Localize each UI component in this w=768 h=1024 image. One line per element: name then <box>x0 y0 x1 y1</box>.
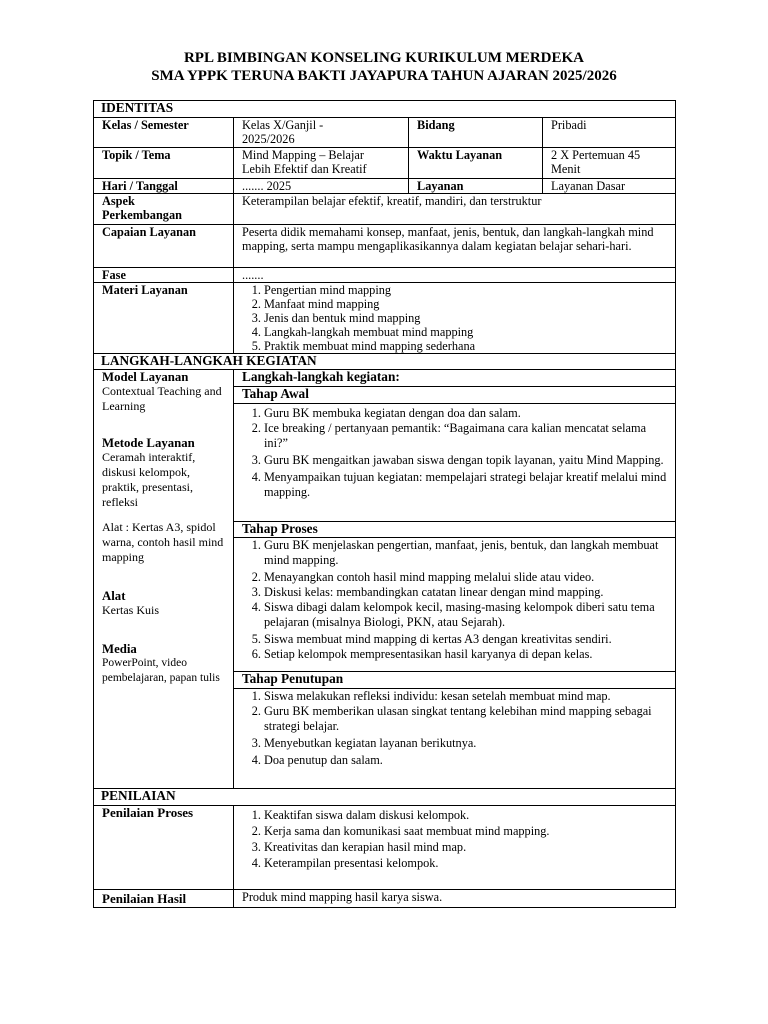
list-item: 3. Jenis dan bentuk mind mapping <box>264 311 667 325</box>
list-item: 3. Guru BK mengaitkan jawaban siswa dengan topik layanan, yaitu Mind Mapping. <box>264 453 667 468</box>
awal-cell <box>234 404 676 522</box>
kelas-value-line-2: 2025/2026 <box>242 132 295 146</box>
waktu-value-line-2: Menit <box>551 162 581 176</box>
penilaian-hasil-value: Produk mind mapping hasil karya siswa. <box>234 890 676 908</box>
model-metode-cell <box>94 370 234 789</box>
list-item: 5. Siswa membuat mind mapping di kertas A3 dengan kreativitas sendiri. <box>264 632 667 647</box>
materi-list <box>242 283 667 353</box>
topik-label: Topik / Tema <box>94 148 234 179</box>
penilaian-heading: PENILAIAN <box>94 789 676 806</box>
aspek-label-line-1: Aspek <box>102 194 135 208</box>
model-value: Contextual Teaching and Learning <box>102 384 222 413</box>
model-label: Model Layanan <box>102 370 189 384</box>
langkah-heading: LANGKAH-LANGKAH KEGIATAN <box>94 354 676 370</box>
kelas-label: Kelas / Semester <box>94 118 234 148</box>
penilaian-proses-label: Penilaian Proses <box>94 806 234 890</box>
penilaian-section-row <box>94 789 676 806</box>
kelas-value-line-1: Kelas X/Ganjil - <box>242 118 324 132</box>
waktu-value-line-1: 2 X Pertemuan 45 <box>551 148 641 162</box>
awal-list <box>242 406 667 500</box>
list-item: 4. Siswa dibagi dalam kelompok kecil, masing-masing kelompok diberi satu tema pelajaran (misalnya Biologi, PKN, atau Sejarah). <box>264 600 667 630</box>
list-item: 3. Menyebutkan kegiatan layanan berikutnya. <box>264 736 667 751</box>
identitas-section-row <box>94 101 676 118</box>
list-item: 2. Guru BK memberikan ulasan singkat tentang kelebihan mind mapping sebagai strategi belajar. <box>264 704 667 734</box>
materi-value <box>234 283 676 354</box>
kelas-value <box>234 118 409 148</box>
alat-value: Kertas Kuis <box>102 603 159 617</box>
media-label: Media <box>102 642 137 656</box>
identitas-heading: IDENTITAS <box>94 101 676 118</box>
hari-label: Hari / Tanggal <box>94 179 234 194</box>
list-item: 4. Keterampilan presentasi kelompok. <box>264 855 667 871</box>
alat-label: Alat <box>102 589 126 603</box>
penutupan-list <box>242 689 667 768</box>
penutupan-heading: Tahap Penutupan <box>234 672 676 689</box>
list-item: 2. Menayangkan contoh hasil mind mapping melalui slide atau video. <box>264 570 667 585</box>
list-item: 4. Langkah-langkah membuat mind mapping <box>264 325 667 339</box>
fase-value: ....... <box>234 268 676 283</box>
waktu-label: Waktu Layanan <box>409 148 543 179</box>
steps-heading: Langkah-langkah kegiatan: <box>234 370 676 387</box>
list-item: 2. Kerja sama dan komunikasi saat membuat mind mapping. <box>264 823 667 839</box>
list-item: 1. Pengertian mind mapping <box>264 283 667 297</box>
list-item: 4. Doa penutup dan salam. <box>264 753 667 768</box>
capaian-row <box>94 225 676 268</box>
aspek-value: Keterampilan belajar efektif, kreatif, mandiri, dan terstruktur <box>234 194 676 225</box>
aspek-row <box>94 194 676 225</box>
hari-row <box>94 179 676 194</box>
materi-row <box>94 283 676 354</box>
penilaian-proses-row <box>94 806 676 890</box>
penilaian-hasil-row <box>94 890 676 908</box>
topik-value <box>234 148 409 179</box>
document-title-line-1: RPL BIMBINGAN KONSELING KURIKULUM MERDEKA <box>183 50 585 66</box>
rpl-table <box>93 100 676 908</box>
topik-value-line-1: Mind Mapping – Belajar <box>242 148 364 162</box>
proses-heading: Tahap Proses <box>234 522 676 538</box>
penutupan-cell <box>234 689 676 789</box>
list-item: 3. Diskusi kelas: membandingkan catatan linear dengan mind mapping. <box>264 585 667 600</box>
list-item: 3. Kreativitas dan kerapian hasil mind map. <box>264 839 667 855</box>
penilaian-proses-list <box>242 807 667 871</box>
list-item: 1. Siswa melakukan refleksi individu: kesan setelah membuat mind map. <box>264 689 667 704</box>
list-item: 6. Setiap kelompok mempresentasikan hasil karyanya di depan kelas. <box>264 647 667 662</box>
metode-label: Metode Layanan <box>102 436 195 450</box>
list-item: 2. Manfaat mind mapping <box>264 297 667 311</box>
fase-row <box>94 268 676 283</box>
penilaian-proses-cell <box>234 806 676 890</box>
steps-heading-row <box>94 370 676 387</box>
penilaian-hasil-label: Penilaian Hasil <box>94 890 234 908</box>
list-item: 1. Keaktifan siswa dalam diskusi kelompok. <box>264 807 667 823</box>
bidang-label: Bidang <box>409 118 543 148</box>
fase-label: Fase <box>94 268 234 283</box>
aspek-label <box>94 194 234 225</box>
list-item: 1. Guru BK menjelaskan pengertian, manfaat, jenis, bentuk, dan langkah membuat mind mapping. <box>264 538 667 568</box>
metode-value: Ceramah interaktif, diskusi kelompok, praktik, presentasi, refleksi <box>102 450 196 509</box>
awal-heading: Tahap Awal <box>234 387 676 404</box>
layanan-label: Layanan <box>409 179 543 194</box>
list-item: 4. Menyampaikan tujuan kegiatan: mempelajari strategi belajar kreatif melalui mind mapping. <box>264 470 667 500</box>
proses-list <box>242 538 667 662</box>
proses-cell <box>234 538 676 672</box>
hari-value: ....... 2025 <box>234 179 409 194</box>
topik-value-line-2: Lebih Efektif dan Kreatif <box>242 162 367 176</box>
waktu-value <box>543 148 676 179</box>
list-item: 2. Ice breaking / pertanyaan pemantik: “Bagaimana cara kalian mencatat selama ini?” <box>264 421 667 451</box>
layanan-value: Layanan Dasar <box>543 179 676 194</box>
capaian-label: Capaian Layanan <box>94 225 234 268</box>
bidang-value: Pribadi <box>543 118 676 148</box>
alat-text: Alat : Kertas A3, spidol warna, contoh hasil mind mapping <box>102 520 224 564</box>
media-value: PowerPoint, video pembelajaran, papan tulis <box>102 657 220 684</box>
aspek-label-line-2: Perkembangan <box>102 208 182 222</box>
document-title-line-2: SMA YPPK TERUNA BAKTI JAYAPURA TAHUN AJARAN 2025/2026 <box>151 68 617 84</box>
langkah-section-row <box>94 354 676 370</box>
list-item: 5. Praktik membuat mind mapping sederhana <box>264 339 667 353</box>
kelas-row <box>94 118 676 148</box>
list-item: 1. Guru BK membuka kegiatan dengan doa dan salam. <box>264 406 667 421</box>
capaian-value: Peserta didik memahami konsep, manfaat, jenis, bentuk, dan langkah-langkah mind mapping, serta mampu mengaplikasikannya dalam kegiatan belajar sehari-hari. <box>234 225 676 268</box>
topik-row <box>94 148 676 179</box>
materi-label: Materi Layanan <box>94 283 234 354</box>
